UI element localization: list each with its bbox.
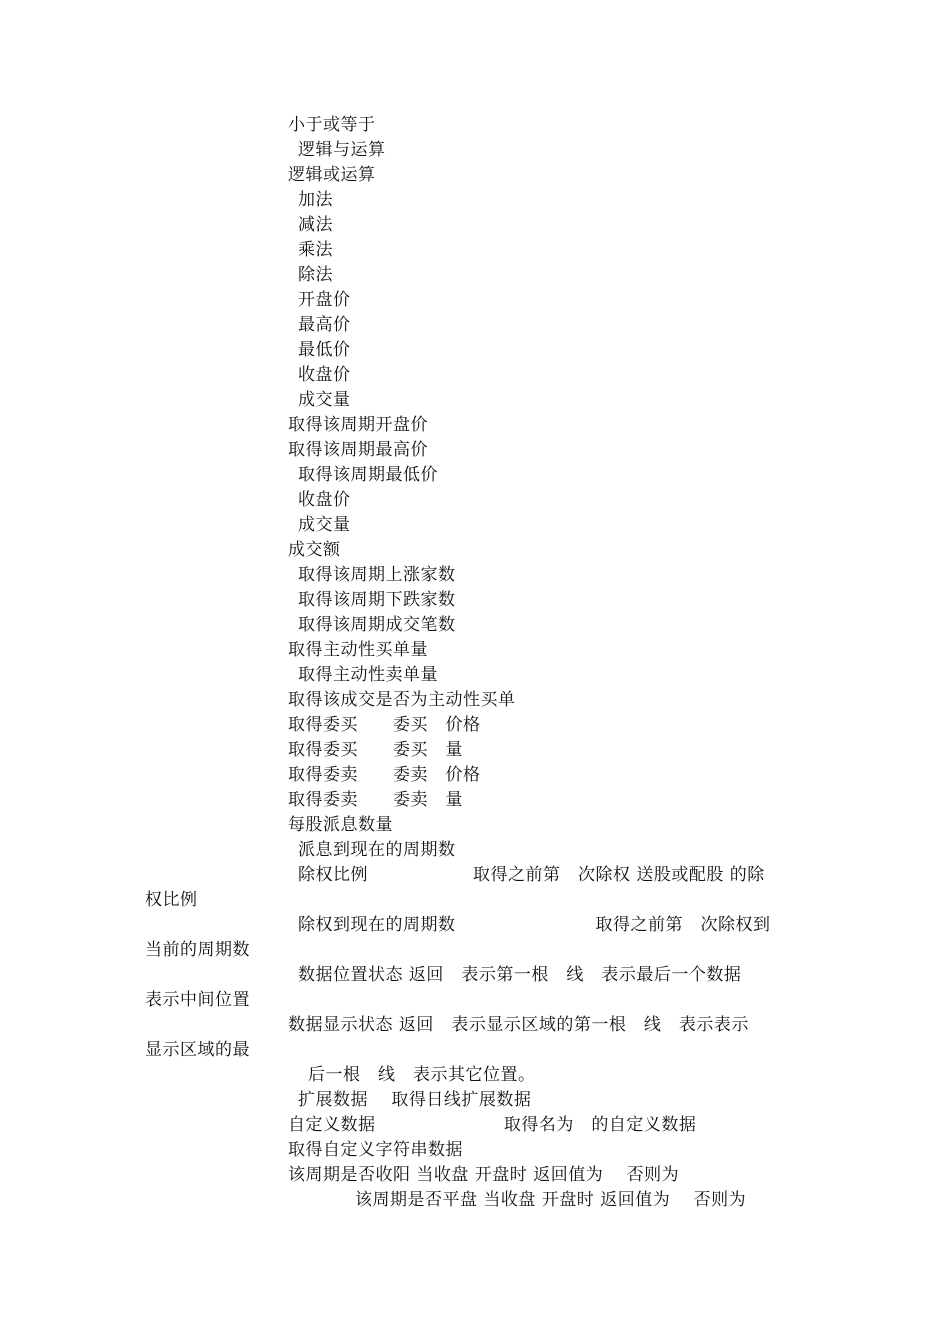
text-line: 数据位置状态 返回 表示第一根 线 表示最后一个数据 [298,965,742,985]
text-line: 成交额 [288,540,341,560]
text-line: 取得该周期最高价 [288,440,428,460]
text-line: 取得主动性卖单量 [298,665,438,685]
text-line: 该周期是否收阳 当收盘 开盘时 返回值为 否则为 [288,1165,680,1185]
text-line: 取得该周期下跌家数 [298,590,456,610]
text-line: 权比例 [145,890,198,910]
text-line: 取得自定义字符串数据 [288,1140,463,1160]
text-line: 取得委买 委买 量 [288,740,463,760]
text-line: 该周期是否平盘 当收盘 开盘时 返回值为 否则为 [355,1190,747,1210]
text-line: 表示中间位置 [145,990,250,1010]
text-line: 除权比例 取得之前第 次除权 送股或配股 的除 [298,865,765,885]
text-line: 取得该周期开盘价 [288,415,428,435]
text-line: 派息到现在的周期数 [298,840,456,860]
text-line: 取得委卖 委卖 量 [288,790,463,810]
text-line: 显示区域的最 [145,1040,250,1060]
text-line: 取得该成交是否为主动性买单 [288,690,516,710]
text-line: 乘法 [298,240,333,260]
text-line: 成交量 [298,390,351,410]
text-line: 取得委买 委买 价格 [288,715,481,735]
text-line: 除权到现在的周期数 取得之前第 次除权到 [298,915,771,935]
text-line: 数据显示状态 返回 表示显示区域的第一根 线 表示表示 [288,1015,749,1035]
text-line: 收盘价 [298,365,351,385]
text-line: 小于或等于 [288,115,376,135]
text-line: 取得委卖 委卖 价格 [288,765,481,785]
text-line: 取得主动性买单量 [288,640,428,660]
text-line: 最高价 [298,315,351,335]
text-line: 减法 [298,215,333,235]
text-line: 除法 [298,265,333,285]
text-line: 扩展数据 取得日线扩展数据 [298,1090,532,1110]
text-line: 最低价 [298,340,351,360]
text-line: 逻辑或运算 [288,165,376,185]
text-line: 加法 [298,190,333,210]
text-line: 开盘价 [298,290,351,310]
text-line: 每股派息数量 [288,815,393,835]
text-line: 逻辑与运算 [298,140,386,160]
text-line: 取得该周期最低价 [298,465,438,485]
text-line: 取得该周期上涨家数 [298,565,456,585]
text-line: 成交量 [298,515,351,535]
text-line: 后一根 线 表示其它位置。 [308,1065,536,1085]
text-line: 取得该周期成交笔数 [298,615,456,635]
text-line: 收盘价 [298,490,351,510]
text-line: 自定义数据 取得名为 的自定义数据 [288,1115,697,1135]
text-line: 当前的周期数 [145,940,250,960]
